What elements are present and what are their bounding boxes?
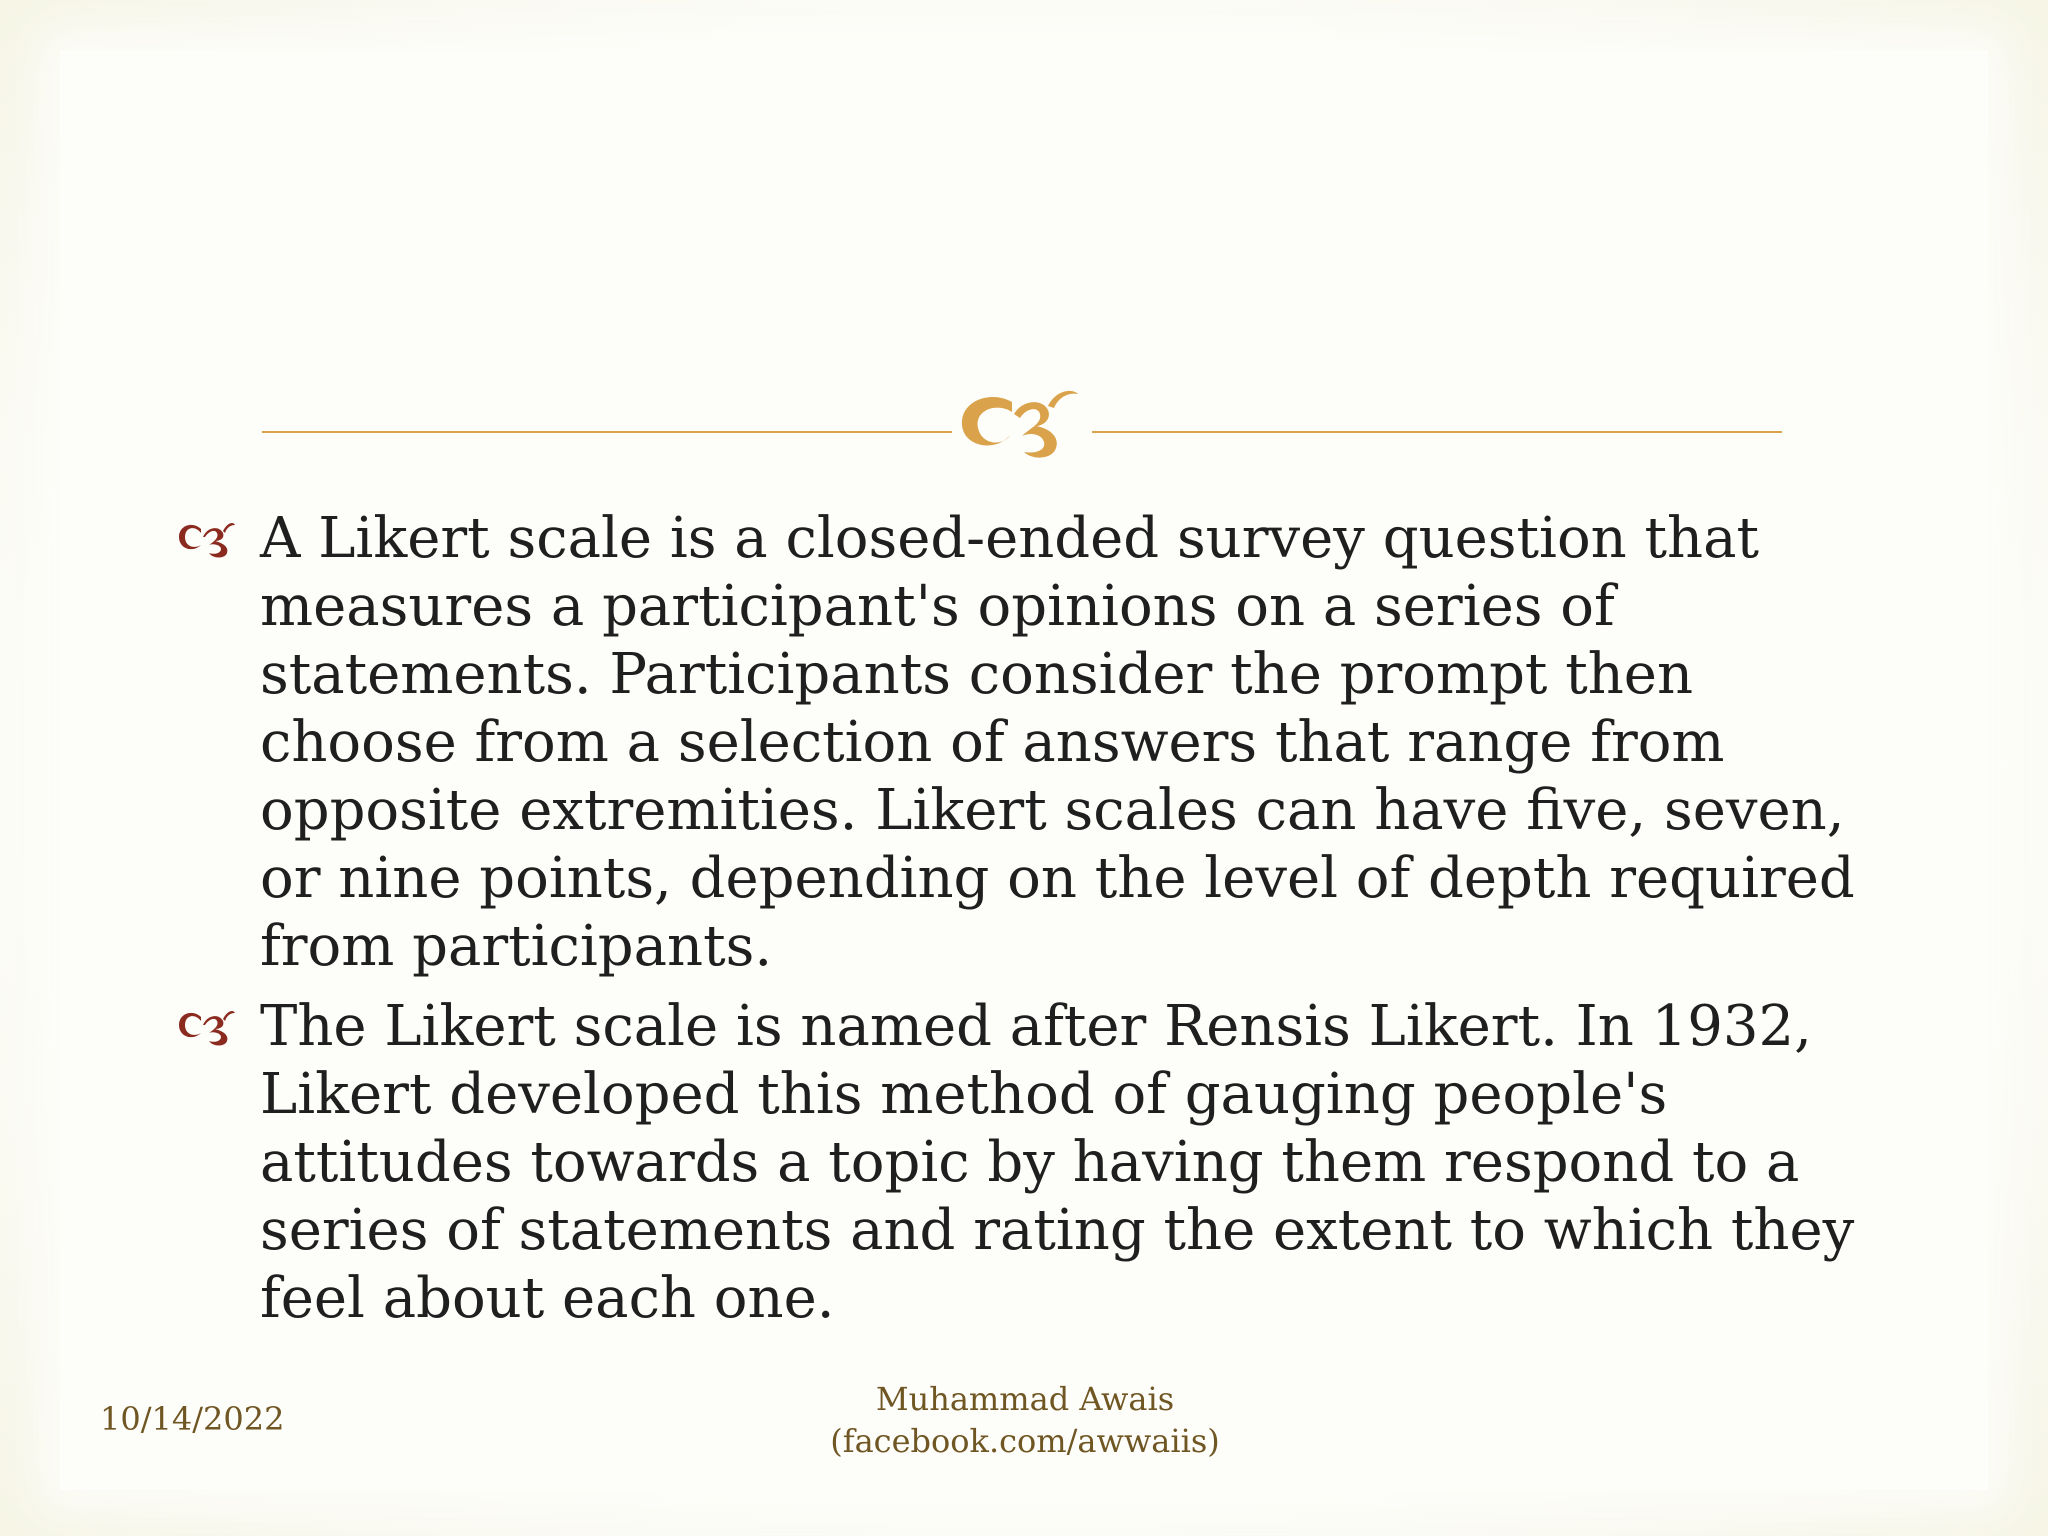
ornament-bullet-icon (175, 1003, 237, 1047)
bullet-text: The Likert scale is named after Rensis Likert. In 1932, Likert developed this method of gauging people's attitudes towards a topic by having them respond to a series of statements and rating the extent to which they feel about each one. (260, 994, 1855, 1331)
author-link: (facebook.com/awwaiis) (830, 1422, 1220, 1460)
flourish-ornament-icon (952, 380, 1092, 460)
bullet-item (175, 505, 1875, 981)
bullet-item (175, 993, 1875, 1333)
divider-line-right (1092, 431, 1782, 433)
author-name: Muhammad Awais (875, 1380, 1175, 1418)
bullet-text: A Likert scale is a closed-ended survey question that measures a participant's opinions on a series of statements. Participants consider the prompt then choose from a selection of answers that range from opposite extremities. Likert scales can have five, seven, or nine points, depending on the level of depth required from participants. (260, 506, 1855, 979)
title-divider (262, 380, 1782, 460)
ornament-bullet-icon (175, 515, 237, 559)
bullet-list (175, 505, 1875, 1345)
footer-date: 10/14/2022 (100, 1400, 285, 1438)
footer-author (780, 1378, 1270, 1462)
divider-line-left (262, 431, 952, 433)
